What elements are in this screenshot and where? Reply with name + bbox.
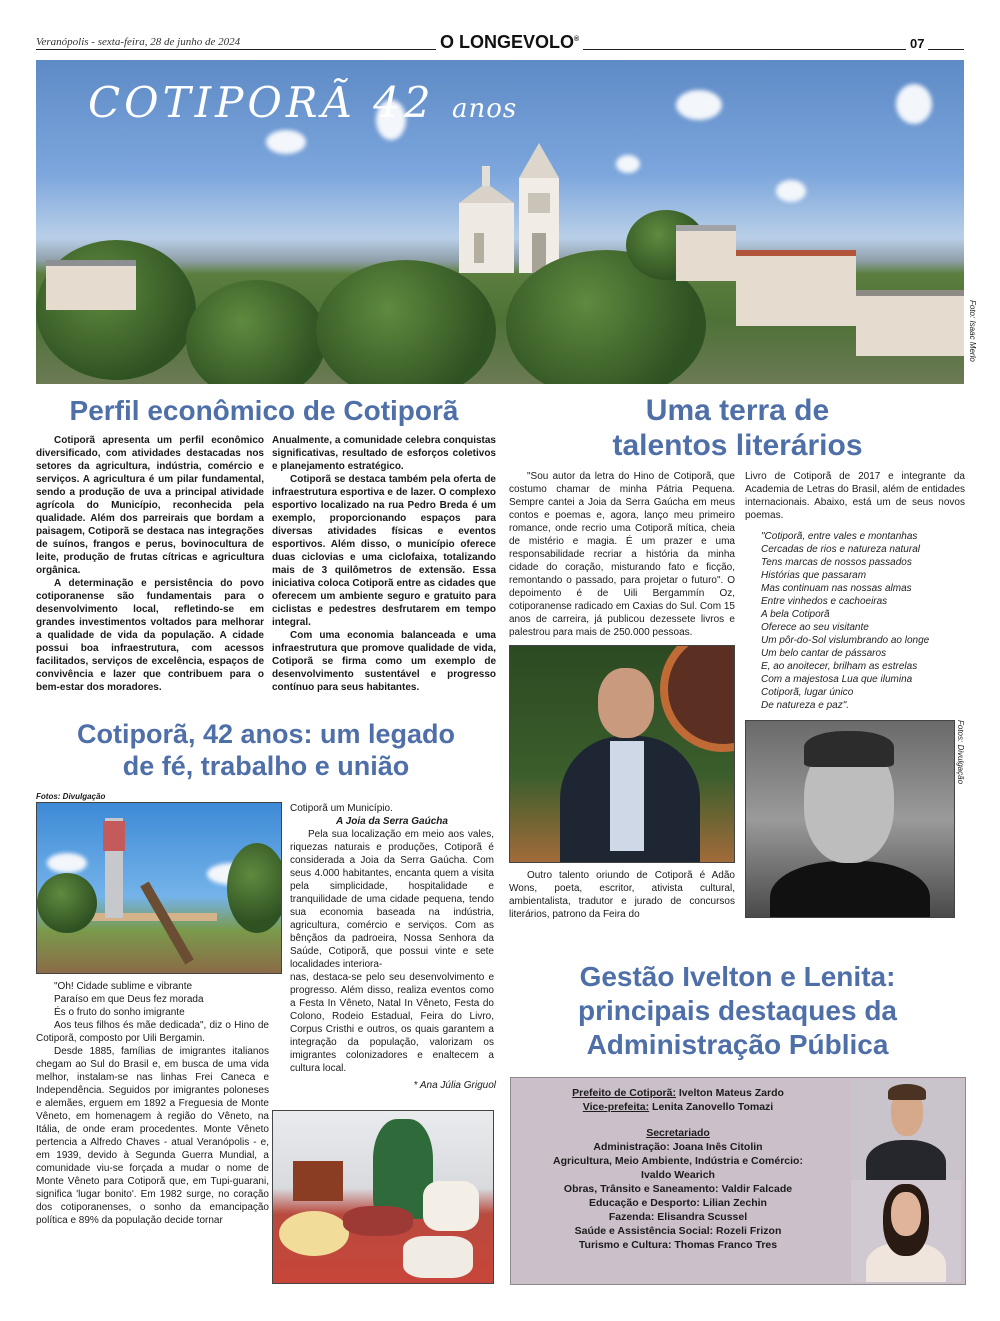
page-number: 07 bbox=[906, 36, 928, 51]
building bbox=[46, 260, 136, 310]
poem-line: Cercadas de rios e natureza natural bbox=[761, 544, 920, 555]
hymn-line: És o fruto do sonho imigrante bbox=[54, 1007, 185, 1018]
poem-line: Cotiporã, lugar único bbox=[761, 687, 854, 698]
legacy-headline bbox=[36, 718, 496, 782]
poem-line: De natureza e paz". bbox=[761, 700, 850, 711]
literary-poem bbox=[745, 530, 965, 712]
cloud bbox=[266, 130, 306, 154]
log bbox=[140, 882, 194, 965]
poem-line: "Cotiporã, entre vales e montanhas bbox=[761, 531, 918, 542]
literary-col2-intro bbox=[745, 470, 965, 522]
legacy-col1 bbox=[36, 792, 282, 1227]
registered-mark: ® bbox=[574, 36, 580, 43]
secretariat-item: Turismo e Cultura: Thomas Franco Tres bbox=[578, 1239, 778, 1251]
economic-headline: Perfil econômico de Cotiporã bbox=[69, 395, 459, 426]
face-shape bbox=[891, 1192, 921, 1236]
hair-shape bbox=[888, 1084, 926, 1100]
mayor-label: Prefeito de Cotiporã: bbox=[572, 1087, 676, 1099]
building bbox=[736, 250, 856, 326]
literary-second-author bbox=[509, 869, 735, 921]
legacy-col2-top bbox=[290, 802, 494, 1075]
paragraph: Livro de Cotiporã de 2017 e integrante da Academia de Letras do Brasil, além de entidades internacionais. Abaixo, está um de seus novos poemas. bbox=[745, 471, 965, 521]
gestao-headline-line: principais destaques da bbox=[578, 995, 897, 1026]
suit-shape bbox=[866, 1140, 946, 1180]
cheese bbox=[279, 1211, 349, 1256]
paragraph: Desde 1885, famílias de imigrantes italianos chegam ao Sul do Brasil e, em busca de uma vida melhor, instalam-se nas linhas Frei Caneca e Independência. Seguidos por imigrantes poloneses e alemães, erguem em 1892 a Freguesia de Monte Vêneto, em homenagem à região do Vêneto, na Itália, de onde eram procedentes. Monte Vêneto pertencia a Alfredo Chaves - atual Veranópolis - e, em 1939, devido à Segunda Guerra Mundial, a comunidade viu-se forçada a mudar o nome de Monte Vêneto para Cotiporã que, em Tupi-guarani, significa 'lugar bonito'. Em 1982 surge, no coração dos cotiporanenses, o sonho da emancipação política e 89% da população decide tornar bbox=[36, 1046, 269, 1226]
cloud bbox=[776, 180, 806, 202]
legacy-photo-historic bbox=[36, 802, 282, 974]
hair-shape bbox=[804, 731, 894, 767]
tree bbox=[227, 843, 282, 933]
paragraph: A determinação e persistência do povo cotiporanense são fundamentais para o desenvolvimento local, refletindo-se em grandes investimentos voltados para melhorar a qualidade de vida da população. A cidade possui boa infraestrutura, com acessos facilitados, serviços de excelência, espaços de convivência e lazer que contribuem para o bem-estar dos moradores. bbox=[36, 578, 264, 693]
poem-line: A bela Cotiporã bbox=[761, 609, 830, 620]
hero-title-suffix: anos bbox=[451, 94, 518, 124]
adao-photo-wrap bbox=[745, 720, 965, 918]
paragraph: Com uma economia balanceada e uma infraestrutura que promove qualidade de vida, Cotiporã se firma como um exemplo de desenvolvimento sustentável e progresso contínuo para seus habitantes. bbox=[272, 630, 496, 693]
vice-photo bbox=[851, 1180, 961, 1282]
paragraph: Cotiporã se destaca também pela oferta de infraestrutura esportiva e de lazer. O complexo esportivo localizado na rua Pedro Breda é um exemplo, proporcionando espaços para diversas atividades físicas e eventos esportivos. Além disso, o município oferece duas ciclovias e uma ciclofaixa, totalizando mais de 3 quilômetros de extensão. Essa iniciativa coloca Cotiporã entre as cidades que oferecem um ambiente seguro e gratuito para ciclistas e pedestres desfrutarem em tempo integral. bbox=[272, 474, 496, 628]
legacy-subhead: A Joia da Serra Gaúcha bbox=[336, 816, 448, 827]
building bbox=[676, 225, 736, 281]
poem-line: Tens marcas de nossos passados bbox=[761, 557, 912, 568]
secretariat-item: Fazenda: Elisandra Scussel bbox=[608, 1211, 748, 1223]
economic-col2 bbox=[272, 434, 496, 694]
legacy-col2 bbox=[290, 802, 496, 1092]
poem-line: Um pôr-do-Sol vislumbrando ao longe bbox=[761, 635, 930, 646]
literary-col1-text bbox=[509, 470, 735, 639]
building bbox=[856, 290, 964, 356]
author-photo-adao bbox=[745, 720, 955, 918]
literary-photo-credit: Fotos: Divulgação bbox=[956, 720, 965, 785]
page-header bbox=[36, 30, 964, 54]
secretariat-item: Saúde e Assistência Social: Rozeli Frizon bbox=[574, 1225, 782, 1237]
paragraph: Aos teus filhos és mãe dedicada", diz o Hino de Cotiporã, composto por Uili Bergamin. bbox=[36, 1020, 269, 1044]
paragraph: Cotiporã apresenta um perfil econômico diversificado, com atividades destacadas nos setores da agricultura, indústria, comércio e serviços. A agricultura é um pilar fundamental, sendo a produção de uva a principal atividade agrícola do Município, reconhecida pela qualidade. Além dos parreirais que bordam a paisagem, Cotiporã se destaca nas integrações de suínos, frangos e perus, bovinocultura de leite, produção de frutas cítricas e agricultura orgânica. bbox=[36, 435, 264, 576]
legacy-col1-text bbox=[36, 980, 269, 1227]
legacy-photo-credit: Fotos: Divulgação bbox=[36, 792, 106, 801]
gestao-box bbox=[510, 1077, 966, 1285]
poem-line: Um belo cantar de pássaros bbox=[761, 648, 887, 659]
bread bbox=[403, 1236, 473, 1278]
literary-col1 bbox=[509, 470, 735, 921]
poem-line: Entre vinhedos e cachoeiras bbox=[761, 596, 888, 607]
vice-line bbox=[511, 1100, 845, 1114]
paragraph: Anualmente, a comunidade celebra conquistas significativas, resultado de esforços coletivos e planejamento estratégico. bbox=[272, 435, 496, 472]
secretariat-item: Obras, Trânsito e Saneamento: Valdir Falcade bbox=[563, 1183, 793, 1195]
hero-photo bbox=[36, 60, 964, 384]
poem-line: E, ao anoitecer, brilham as estrelas bbox=[761, 661, 918, 672]
literary-headline-line: talentos literários bbox=[612, 429, 863, 462]
paragraph: Cotiporã um Município. bbox=[290, 803, 393, 814]
mayor-name: Ivelton Mateus Zardo bbox=[678, 1087, 784, 1099]
poem-line: Mas continuam nas nossas almas bbox=[761, 583, 912, 594]
paragraph: Pela sua localização em meio aos vales, riquezas naturais e produções, Cotiporã é considerada a Joia da Serra Gaúcha. Com seus 4.000 habitantes, encanta quem a visita pela simplicidade, hospitalidade e tranquilidade de uma cidade pequena, tendo sua economia baseada na indústria, agricultura, comércio e serviços. Com as bênçãos da padroeira, Nossa Senhora da Saúde, Cotiporã, que possui vinte e sete localidades interiora- bbox=[290, 829, 494, 970]
sign-decoration bbox=[660, 645, 735, 752]
economic-col1 bbox=[36, 434, 264, 694]
cloud bbox=[47, 853, 87, 873]
secretariat-title: Secretariado bbox=[646, 1127, 710, 1139]
secretariat-item: Ivaldo Wearich bbox=[641, 1169, 715, 1181]
shirt-shape bbox=[770, 861, 930, 918]
author-photo-uili bbox=[509, 645, 735, 863]
dateline: Veranópolis - sexta-feira, 28 de junho de 2024 bbox=[36, 36, 244, 48]
literary-headline-line: Uma terra de bbox=[645, 394, 830, 427]
paragraph: nas, destaca-se pelo seu desenvolvimento e progresso. Além disso, realiza eventos como a Festa In Vêneto, Natal In Vêneto, Festa do Colono, Rodeio Estadual, Feira do Livro, Corpus Cristhi e outros, os quais garantem a integração da população, valorizam os imigrantes colonizadores e enaltecem a cultura local. bbox=[290, 972, 494, 1074]
secretariat-item: Educação e Desporto: Lilian Zechin bbox=[589, 1197, 767, 1209]
chair bbox=[293, 1161, 343, 1201]
paragraph: Outro talento oriundo de Cotiporã é Adão Wons, poeta, escritor, ativista cultural, ambientalista, tradutor e jurado de concursos literários, patrono da Feira do bbox=[509, 870, 735, 920]
shirt-shape bbox=[610, 741, 644, 851]
tree bbox=[37, 873, 97, 933]
masthead-text: O LONGEVOLO bbox=[440, 32, 575, 52]
cloud bbox=[676, 90, 722, 120]
masthead bbox=[436, 32, 583, 53]
vice-name: Lenita Zanovello Tomazi bbox=[652, 1101, 774, 1113]
legacy-headline-line: Cotiporã, 42 anos: um legado bbox=[76, 719, 456, 749]
literary-headline bbox=[505, 393, 970, 463]
hymn-line: Paraíso em que Deus fez morada bbox=[54, 994, 204, 1005]
gestao-headline-line: Gestão Ivelton e Lenita: bbox=[579, 961, 896, 992]
hymn-line: "Oh! Cidade sublime e vibrante bbox=[54, 981, 193, 992]
cloud bbox=[896, 84, 932, 124]
literary-col2 bbox=[745, 470, 965, 918]
poem-line: Com a majestosa Lua que ilumina bbox=[761, 674, 913, 685]
legacy-headline-line: de fé, trabalho e união bbox=[122, 751, 410, 781]
tree bbox=[186, 280, 326, 384]
gestao-headline bbox=[505, 960, 970, 1062]
hero-title-main: COTIPORÃ 42 bbox=[88, 78, 435, 127]
secretariat-item: Agricultura, Meio Ambiente, Indústria e Comércio: bbox=[553, 1155, 803, 1167]
poem-line: Oferece ao seu visitante bbox=[761, 622, 869, 633]
worker-shirt bbox=[103, 821, 125, 851]
mayor-photo bbox=[851, 1080, 961, 1180]
secretariat-item: Administração: Joana Inês Citolin bbox=[593, 1141, 763, 1153]
hero-photo-credit: Foto: Isaac Merlo bbox=[968, 300, 977, 362]
mayor-line bbox=[511, 1086, 845, 1100]
tree bbox=[316, 260, 496, 384]
vice-label: Vice-prefeita: bbox=[582, 1101, 650, 1113]
face-shape bbox=[598, 668, 654, 738]
legacy-byline: * Ana Júlia Griguol bbox=[413, 1080, 496, 1091]
paragraph: "Sou autor da letra do Hino de Cotiporã, que costumo chamar de minha Pátria Pequena. Sempre cantei a Joia da Serra Gaúcha em meus contos e poemas e, agora, lanço meu primeiro romance, onde recrio uma Cotiporã mítica, cheia de mistério e magia. É um prazer e uma responsabilidade recriar a história da minha cidade do coração, misturando fato e ficção, remontando o passado, para projetar o futuro". O depoimento é de Uili Bergammín Oz, cotiporanense radicado em Caxias do Sul. Com 15 anos de carreira, já publicou dezessete livros e palestrou para mais de 250.000 pessoas. bbox=[509, 471, 735, 638]
cloud bbox=[616, 155, 640, 173]
legacy-photo-food bbox=[272, 1110, 494, 1284]
salami bbox=[343, 1206, 413, 1236]
gestao-headline-line: Administração Pública bbox=[586, 1029, 889, 1060]
gestao-text bbox=[511, 1086, 845, 1252]
poem-line: Histórias que passaram bbox=[761, 570, 867, 581]
bread bbox=[423, 1181, 479, 1231]
hero-title bbox=[88, 78, 517, 127]
